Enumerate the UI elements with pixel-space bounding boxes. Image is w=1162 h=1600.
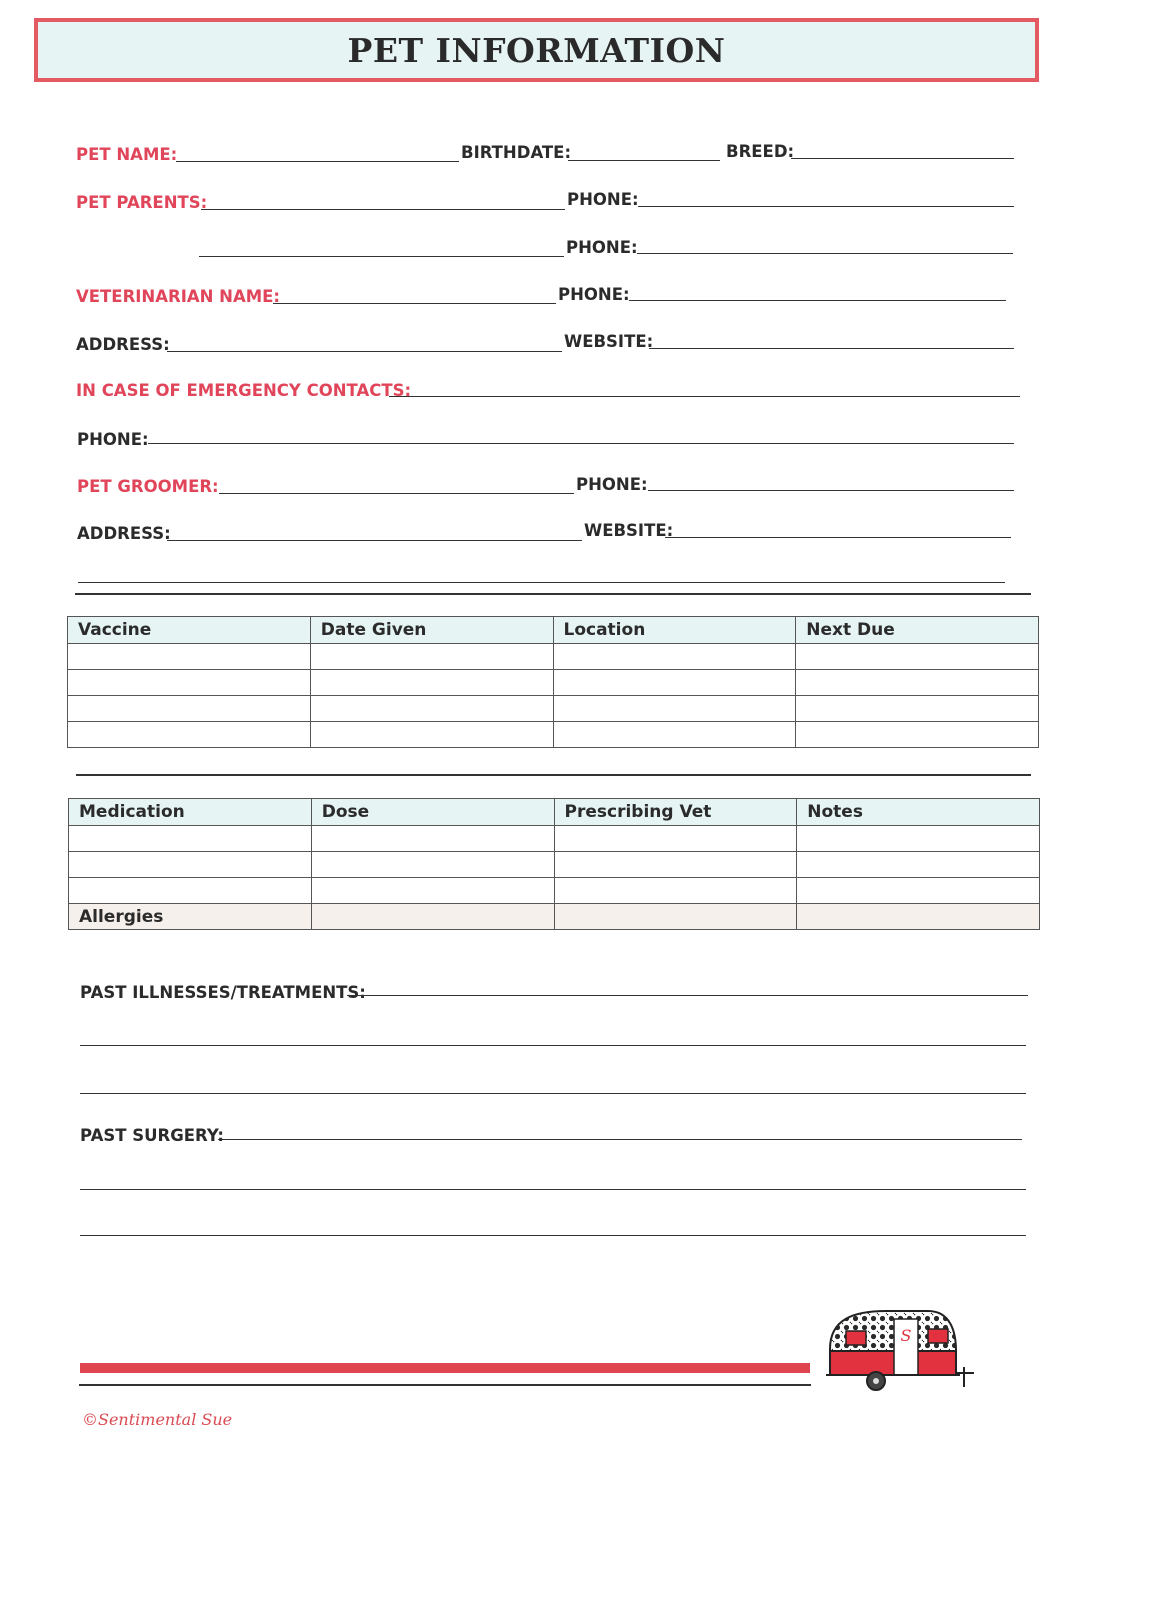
birthdate-line[interactable] xyxy=(568,160,720,161)
pet-parents-line-2[interactable] xyxy=(199,256,564,257)
camper-trailer-icon xyxy=(824,1305,976,1397)
col-header: Location xyxy=(553,617,796,644)
vet-phone-label: PHONE: xyxy=(558,285,630,304)
vet-website-label: WEBSITE: xyxy=(564,332,654,351)
table-cell[interactable] xyxy=(554,852,797,878)
footer-red-bar xyxy=(80,1363,810,1373)
table-cell[interactable] xyxy=(69,826,312,852)
table-row xyxy=(68,670,1039,696)
vet-website-line[interactable] xyxy=(649,348,1014,349)
table-cell[interactable] xyxy=(796,722,1039,748)
section-divider-2 xyxy=(76,774,1031,776)
footer-dark-line xyxy=(79,1384,811,1386)
table-cell[interactable] xyxy=(311,852,554,878)
table-cell[interactable] xyxy=(310,670,553,696)
table-cell[interactable] xyxy=(311,826,554,852)
table-cell[interactable] xyxy=(797,852,1040,878)
col-header: Vaccine xyxy=(68,617,311,644)
table-cell[interactable] xyxy=(69,878,312,904)
groomer-address-label: ADDRESS: xyxy=(77,524,171,543)
table-cell[interactable] xyxy=(796,696,1039,722)
parents-phone-label: PHONE: xyxy=(567,190,639,209)
emergency-line[interactable] xyxy=(389,396,1020,397)
table-header-row xyxy=(68,617,1039,644)
vet-name-line[interactable] xyxy=(273,303,556,304)
table-cell[interactable] xyxy=(554,904,797,930)
table-header-row xyxy=(69,799,1040,826)
groomer-website-line[interactable] xyxy=(665,537,1011,538)
table-cell[interactable] xyxy=(797,826,1040,852)
table-row xyxy=(68,644,1039,670)
table-cell[interactable] xyxy=(554,878,797,904)
past-surgery-line[interactable] xyxy=(218,1139,1022,1140)
pet-parents-line[interactable] xyxy=(201,209,565,210)
pet-name-label: PET NAME: xyxy=(76,145,178,164)
table-cell[interactable] xyxy=(68,722,311,748)
emergency-label: IN CASE OF EMERGENCY CONTACTS: xyxy=(76,381,412,400)
table-cell[interactable] xyxy=(69,852,312,878)
parents-phone-label-2: PHONE: xyxy=(566,238,638,257)
col-header: Notes xyxy=(797,799,1040,826)
past-surgery-label: PAST SURGERY: xyxy=(80,1126,224,1145)
allergies-label: Allergies xyxy=(69,904,312,930)
allergies-row xyxy=(69,904,1040,930)
vaccine-table xyxy=(67,616,1039,748)
table-cell[interactable] xyxy=(68,670,311,696)
groomer-phone-line[interactable] xyxy=(648,490,1014,491)
vet-phone-line[interactable] xyxy=(629,300,1006,301)
vet-name-label: VETERINARIAN NAME: xyxy=(76,287,281,306)
table-cell[interactable] xyxy=(554,826,797,852)
table-cell[interactable] xyxy=(68,696,311,722)
table-row xyxy=(69,878,1040,904)
page-title: PET INFORMATION xyxy=(347,30,726,70)
groomer-website-label: WEBSITE: xyxy=(584,521,674,540)
table-cell[interactable] xyxy=(797,904,1040,930)
table-cell[interactable] xyxy=(553,670,796,696)
table-cell[interactable] xyxy=(311,878,554,904)
table-row xyxy=(69,826,1040,852)
emergency-phone-line[interactable] xyxy=(148,443,1014,444)
table-cell[interactable] xyxy=(311,904,554,930)
parents-phone-line-2[interactable] xyxy=(637,253,1013,254)
col-header: Next Due xyxy=(796,617,1039,644)
pet-name-line[interactable] xyxy=(176,161,459,162)
vet-address-label: ADDRESS: xyxy=(76,335,170,354)
table-cell[interactable] xyxy=(553,644,796,670)
table-row xyxy=(68,722,1039,748)
past-illnesses-line-3[interactable] xyxy=(80,1093,1026,1094)
groomer-label: PET GROOMER: xyxy=(77,477,219,496)
table-cell[interactable] xyxy=(310,696,553,722)
credit-text: ©Sentimental Sue xyxy=(82,1410,233,1429)
birthdate-label: BIRTHDATE: xyxy=(461,143,572,162)
table-row xyxy=(68,696,1039,722)
pet-parents-label: PET PARENTS: xyxy=(76,193,208,212)
groomer-phone-label: PHONE: xyxy=(576,475,648,494)
table-cell[interactable] xyxy=(796,644,1039,670)
section-divider xyxy=(75,593,1031,595)
camper-letter: S xyxy=(900,1326,912,1345)
medication-table xyxy=(68,798,1040,930)
breed-label: BREED: xyxy=(726,142,795,161)
table-cell[interactable] xyxy=(310,644,553,670)
breed-line[interactable] xyxy=(791,158,1014,159)
table-cell[interactable] xyxy=(553,696,796,722)
vet-address-line[interactable] xyxy=(167,351,562,352)
col-header: Prescribing Vet xyxy=(554,799,797,826)
col-header: Dose xyxy=(311,799,554,826)
past-illnesses-label: PAST ILLNESSES/TREATMENTS: xyxy=(80,983,366,1002)
past-illnesses-line[interactable] xyxy=(347,995,1028,996)
groomer-line[interactable] xyxy=(219,493,574,494)
title-box xyxy=(34,18,1039,82)
table-cell[interactable] xyxy=(553,722,796,748)
emergency-phone-label: PHONE: xyxy=(77,430,149,449)
table-cell[interactable] xyxy=(310,722,553,748)
col-header: Medication xyxy=(69,799,312,826)
table-cell[interactable] xyxy=(797,878,1040,904)
past-surgery-line-3[interactable] xyxy=(80,1235,1026,1236)
groomer-address-line[interactable] xyxy=(167,540,582,541)
col-header: Date Given xyxy=(310,617,553,644)
past-surgery-line-2[interactable] xyxy=(80,1189,1026,1190)
table-cell[interactable] xyxy=(68,644,311,670)
extra-line[interactable] xyxy=(78,582,1005,583)
parents-phone-line[interactable] xyxy=(638,206,1014,207)
table-row xyxy=(69,852,1040,878)
table-cell[interactable] xyxy=(796,670,1039,696)
past-illnesses-line-2[interactable] xyxy=(80,1045,1026,1046)
